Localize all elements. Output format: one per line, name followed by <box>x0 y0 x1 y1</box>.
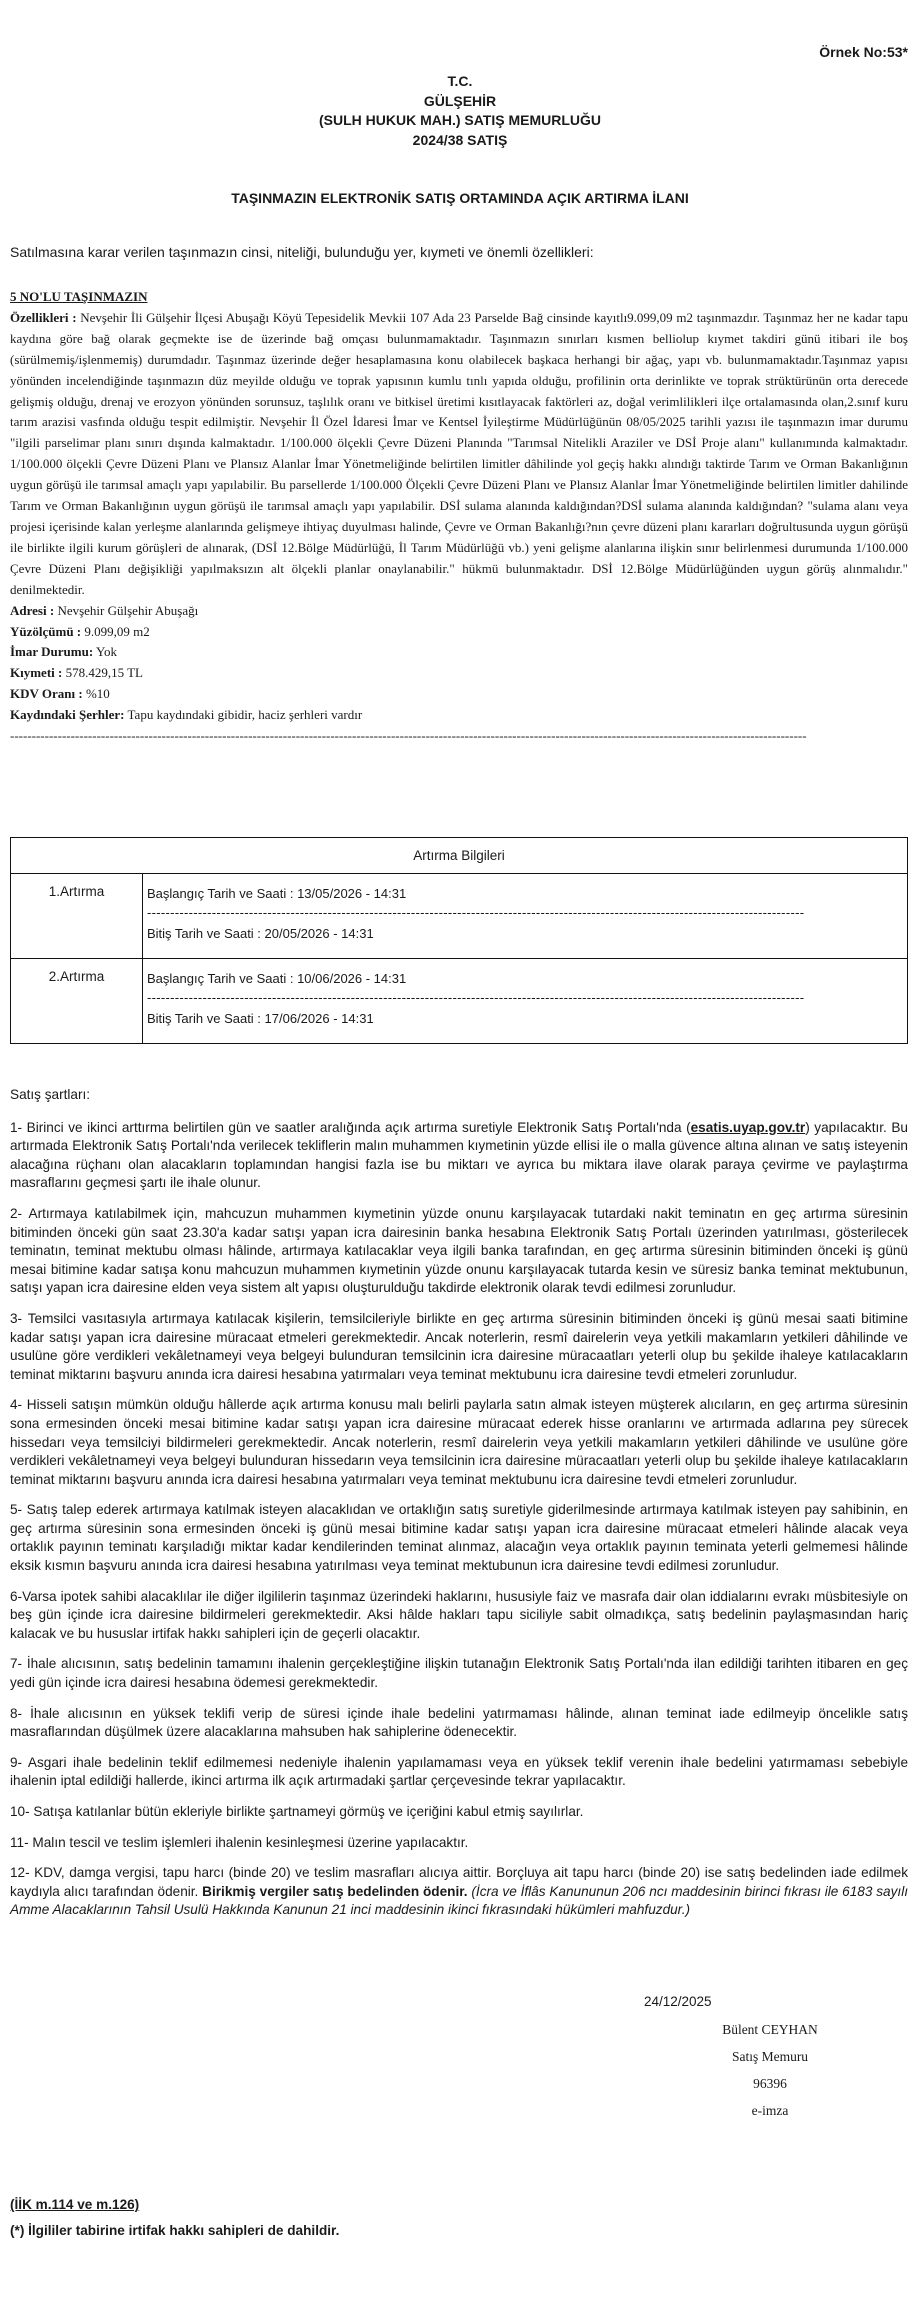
condition-1-post: ) yapılacaktır. Bu artırmada Elektronik Satış Portalı'nda verilecek tekliflerin malın muhammen kıymetinin yüzde ellisi ile o malla güvence altına alınan ve satış isteyenin alacağına rüçhanı olan alacakların toplamından hangisi fazla ise bu miktarı ve ayrıca bu miktara ilave olarak paraya çevirme ve paylaştırma masraflarını geçmesi şartı ile ihale olunur. <box>10 1119 908 1191</box>
law-reference: (İİK m.114 ve m.126) <box>10 2197 140 2212</box>
auction-name: 1.Artırma <box>11 874 143 958</box>
property-features <box>10 308 908 601</box>
auction-row <box>11 874 907 958</box>
signer-name: Bülent CEYHAN <box>722 2022 818 2037</box>
condition-11: 11- Malın tescil ve teslim işlemleri ihalenin kesinleşmesi üzerine yapılacaktır. <box>10 1834 469 1850</box>
auction-start: Başlangıç Tarih ve Saati : 10/06/2026 - 14:31 <box>147 971 407 986</box>
address-value: Nevşehir Gülşehir Abuşağı <box>57 602 199 618</box>
zoning-label: İmar Durumu: <box>10 644 94 660</box>
auction-table-title: Artırma Bilgileri <box>11 838 907 874</box>
features-text: Nevşehir İli Gülşehir İlçesi Abuşağı Köyü Tepesidelik Mevkii 107 Ada 23 Parselde Bağ cinsinde kayıtlı9.099,09 m2 taşınmazdır. Taşınmaz her ne kadar tapu kaydına göre bağ olarak geçmekte ise de üzerinde bağ omçası bulunmamaktadır. Taşınmazın sınırları kısmen bellioluр kıymet takdiri günü itibari ile boş (sürülmemiş/işlenmemiş) durumdadır. Taşınmaz üzerinde değer hesaplamasına konu olabilecek başkaca herhangi bir ağaç, yapı vb. bulunmamaktadır.Taşınmaz yapısı yönünden incelendiğinde taşınmazın düz meyilde olduğu ve toprak yapısının kumlu tınlı yapıda olduğu, profilinin orta derinlikte ve toprak strüktürünün orta derecede gelişmiş olduğu, drenaj ve erozyon yönünden sorunsuz, taşlılık oranı ve bitkisel üretimi kısıtlayacak faktörleri az, doğal verimlilikleri ilçe ortalamasında olan,2.sınıf kuru tarım arazisi vasfında olduğu tespit edilmiştir. Nevşehir İl Özel İdaresi İmar ve Kentsel İyileştirme Müdürlüğünün 08/05/2025 tarihli yazısı ile taşınmazın imar durumu "ilgili parselimar planı sınırı dışında kalmaktadır. 1/100.000 ölçekli Çevre Düzeni Planında "Tarımsal Nitelikli Araziler ve DSİ Proje alanı" kullanımında kalmaktadır. 1/100.000 ölçekli Çevre Düzeni Planı ve Plansız Alanlar İmar Yönetmeliğinde belirtilen limitler dâhilinde yol geçiş hakkı alındığı taktirde Tarım ve Orman Bakanlığının uygun görüşü ile tarımsal amaçlı yapı yapılabilir. Bu parsellerde 1/100.000 Ölçekli Çevre Düzeni Planı ve Plansız Alanlar İmar Yönetmeliğinde belirtilen limitler dahilinde Tarım ve Orman Bakanlığının uygun görüşü ile tarımsal amaçlı yapı yapılabilir. DSİ sulama alanında kaldığından?DSİ sulama alanında kaldığından? "sulama alanı veya projesi içerisinde kalan yerleşme alanlarında gelişmeye ihtiyaç duyulması halinde, Çevre ve Orman Bakanlığı?nın çevre düzeni planı kararları doğrultusunda uygun görüşü ile birlikte ilgili kurum görüşleri de alınarak, (DSİ 12.Bölge Müdürlüğü, İl Tarım Müdürlüğü vb.) yeni gelişme alanlarına ilişkin sınır belirlenmesi durumunda 1/100.000 Çevre Düzeni Planı değişikliği yapılmaksızın alt ölçekli planlar onaylanabilir." hükmü bulunmaktadır. DSİ 12.Bölge Müdürlüğünden uygun görüş alınmalıdır." denilmektedir. <box>10 309 908 597</box>
encumbrance-value: Tapu kaydındaki gibidir, haciz şerhleri vardır <box>127 707 363 723</box>
property-address <box>10 601 908 622</box>
condition-8: 8- İhale alıcısının en yüksek teklifi verip de süresi içinde ihale bedelini yatırmaması hâlinde, alınan teminat iade edilmeyip öncelikle satış masraflarından düşülmek üzere alacaklarına mahsuben hak sahiplerine ödenecektir. <box>10 1705 908 1740</box>
auction-end: Bitiş Tarih ve Saati : 20/05/2026 - 14:31 <box>147 926 374 941</box>
auction-dates <box>143 959 907 1043</box>
condition-12-pre: 12- KDV, damga vergisi, tapu harcı (binde 20) ve teslim masrafları alıcıya aittir. Borçluya ait tapu harcı (binde 20) ise satış bedelinden iade edilmek kaydıyla alıcı tarafından ödenir. <box>10 1865 908 1899</box>
condition-7: 7- İhale alıcısının, satış bedelinin tamamını ihalenin gerçekleştiğine ilişkin tutanağın Elektronik Satış Portalı'nda ilan edildiği tarihten itibaren en geç yedi gün içinde icra dairesi hesabına ödemesi gerekmektedir. <box>10 1656 908 1691</box>
property-heading: 5 NO'LU TAŞINMAZIN <box>10 289 148 304</box>
kdv-value: %10 <box>85 686 110 702</box>
value-label: Kıymeti : <box>10 665 63 681</box>
area-label: Yüzölçümü : <box>10 623 82 639</box>
auction-info-table <box>10 837 908 1044</box>
value-amount: 578.429,15 TL <box>65 665 143 681</box>
intro-text: Satılmasına karar verilen taşınmazın cinsi, niteliği, bulunduğu yer, kıymeti ve önemli özellikleri: <box>10 244 594 260</box>
auction-row <box>11 958 907 1043</box>
header-file-number: 2024/38 SATIŞ <box>412 131 508 148</box>
condition-12 <box>10 1864 908 1920</box>
condition-3: 3- Temsilci vasıtasıyla artırmaya katılacak kişilerin, temsilcileriyle birlikte en geç artırma süresinin bitiminden önceki iş günü mesai saati bitimine kadar satışı yapan icra dairesine müracaat etmeleri gerekmektedir. Ancak noterlerin, resmî dairelerin veya yetkili makamların yetkileri dâhilinde ve usulüne göre verdikleri vekâletnameyi veya belgeyi bulunduran temsilcinin icra dairesine müracaatları yeterli olup bu şekilde ihaleye katılacakların teminat miktarını başvuru anında icra dairesi hesabına yatırmaları veya teminat mektubunu icra dairesine tevdi etmeleri zorunludur. <box>10 1310 908 1382</box>
property-area <box>10 622 908 643</box>
sale-conditions <box>10 1086 908 1932</box>
header-tc: T.C. <box>447 73 473 89</box>
property-encumbrance <box>10 705 908 726</box>
conditions-heading: Satış şartları: <box>10 1087 91 1102</box>
condition-6: 6-Varsa ipotek sahibi alacaklılar ile diğer ilgililerin taşınmaz üzerindeki haklarını, hususiyle faiz ve masrafa dair olan iddialarını evrakı müsbitesiyle on beş gün içinde icra dairesine bildirmeleri gerekmektedir. Aksi hâlde hakları tapu siciliyle sabit olmadıkça, satış bedelinin paylaşmasından hariç kalacak ve bu hususlar irtifak hakkı sahipleri için de geçerli olacaktır. <box>10 1588 908 1641</box>
encumbrance-label: Kaydındaki Şerhler: <box>10 707 125 723</box>
condition-5: 5- Satış talep ederek artırmaya katılmak isteyen alacaklıdan ve ortaklığın satış suretiyle giderilmesinde artırmaya katılmak isteyen pay sahibinin, en geç artırma süresinin sona ermesinden önceki iş günü mesai bitimine kadar satışı yapan icra dairesine müracaat etmeleri hâlinde alacak veya ortaklık payının teminatı karşıladığı miktar kadar kendilerinden teminat alınmaz, alacağın veya ortaklık payının teminata yeterli gelmemesi hâlinde eksik kısmın başvuru anında icra dairesi hesabına yatırılması veya teminat mektubunun icra dairesine tevdi edilmesi zorunludur. <box>10 1502 908 1574</box>
notice-title: TAŞINMAZIN ELEKTRONİK SATIŞ ORTAMINDA AÇIK ARTIRMA İLANI <box>231 190 689 206</box>
property-section <box>10 287 908 747</box>
signer-number: 96396 <box>753 2076 787 2091</box>
footnote: (*) İlgililer tabirine irtifak hakkı sahipleri de dahildir. <box>10 2223 340 2238</box>
auction-name: 2.Artırma <box>11 959 143 1043</box>
features-label: Özellikleri : <box>10 309 77 325</box>
sample-number: Örnek No:53* <box>819 44 908 60</box>
auction-start: Başlangıç Tarih ve Saati : 13/05/2026 - 14:31 <box>147 886 407 901</box>
area-value: 9.099,09 m2 <box>84 623 150 639</box>
condition-4: 4- Hisseli satışın mümkün olduğu hâllerde açık artırma konusu malı belirli paylarla satın almak isteyen müşterek alıcıların, en geç artırma süresinin sona ermesinden önceki mesai bitimine kadar satışı yapan icra dairesine müracaat ederek hisse oranlarını ve artırmada adlarına pey sürecek hissedarı veya temsilciyi bildirmeleri gerekmektedir. Ancak noterlerin, resmî dairelerin veya yetkili makamların yetkileri dâhilinde ve usulüne göre verdikleri vekâletnameyi veya belgeyi bulunduran hissedarın veya temsilcinin icra dairesine müracaatları yeterli olup bu şekilde ihaleye katılacakların teminat miktarını başvuru anında icra dairesi hesabına yatırmaları veya teminat mektubunu icra dairesine tevdi etmeleri zorunludur. <box>10 1397 908 1487</box>
property-value <box>10 663 908 684</box>
property-zoning <box>10 642 908 663</box>
condition-10: 10- Satışa katılanlar bütün ekleriyle birlikte şartnameyi görmüş ve içeriğini kabul etmiş sayılırlar. <box>10 1804 584 1819</box>
condition-9: 9- Asgari ihale bedelinin teklif edilmemesi nedeniyle ihalenin yapılamaması veya en yüksek teklif verenin ihale bedelini yatırmaması sebebiyle ihalenin iptal edildiği hallerde, ikinci artırma ilk açık artırmadaki şartlar çerçevesinde tekrar yapılacaktır. <box>10 1754 908 1789</box>
document-header <box>0 72 920 150</box>
header-office: (SULH HUKUK MAH.) SATIŞ MEMURLUĞU <box>318 112 602 128</box>
auction-row-separator: ---------------------------------------------------------------------------------------------------------------------------------------------- <box>147 905 805 920</box>
condition-12-italic: (İcra ve İflâs Kanununun 206 ncı maddesinin birinci fıkrası ile 6183 sayılı Amme Alacaklarının Tahsil Usulü Hakkında Kanunun 21 inci maddesinin ikinci fıkrasındaki hükümleri mahfuzdur.) <box>10 1883 908 1918</box>
address-label: Adresi : <box>10 602 55 618</box>
signature-date: 24/12/2025 <box>644 1994 712 2009</box>
header-city: GÜLŞEHİR <box>423 92 497 109</box>
condition-2: 2- Artırmaya katılabilmek için, mahcuzun muhammen kıymetinin yüzde onunu karşılayacak tutardaki nakit teminatın en geç artırma süresinin bitiminden önceki gün saat 23.30'a kadar satışı yapan icra dairesinin banka hesabına Elektronik Satış Portalı üzerinden yatırılması, gösterilecek teminatın, teminat mektubu olması hâlinde, artırmaya katılacaklar veya ilgili banka tarafından, en geç artırma süresinin bitiminden önceki iş günü mesai bitimine kadar satışa konu mahcuzun muhammen kıymetinin yüzde onunu karşılayacak tutarda kesin ve süresiz banka teminat mektubunun, satışı yapan icra dairesine elden veya sistem alt yapısı oluşturulduğu takdirde elektronik olarak tevdi edilmesi zorunludur. <box>10 1205 908 1296</box>
property-kdv <box>10 684 908 705</box>
condition-1-pre: 1- Birinci ve ikinci arttırma belirtilen gün ve saatler aralığında açık artırma suretiyle Elektronik Satış Portalı'nda ( <box>10 1119 691 1135</box>
auction-dates <box>143 874 907 958</box>
auction-row-separator: ---------------------------------------------------------------------------------------------------------------------------------------------- <box>147 990 805 1005</box>
esatis-link[interactable]: esatis.uyap.gov.tr <box>690 1119 806 1135</box>
footer-notes <box>10 2192 339 2244</box>
condition-1 <box>10 1119 908 1193</box>
property-separator: ---------------------------------------------------------------------------------------------------------------------------------------------------------------------------------------- <box>10 728 807 744</box>
e-signature: e-imza <box>751 2103 789 2118</box>
kdv-label: KDV Oranı : <box>10 686 83 702</box>
signer-title: Satış Memuru <box>731 2049 809 2064</box>
condition-12-bold: Birikmiş vergiler satış bedelinden ödenir. <box>202 1883 468 1899</box>
zoning-value: Yok <box>95 644 118 660</box>
auction-end: Bitiş Tarih ve Saati : 17/06/2026 - 14:31 <box>147 1011 374 1026</box>
